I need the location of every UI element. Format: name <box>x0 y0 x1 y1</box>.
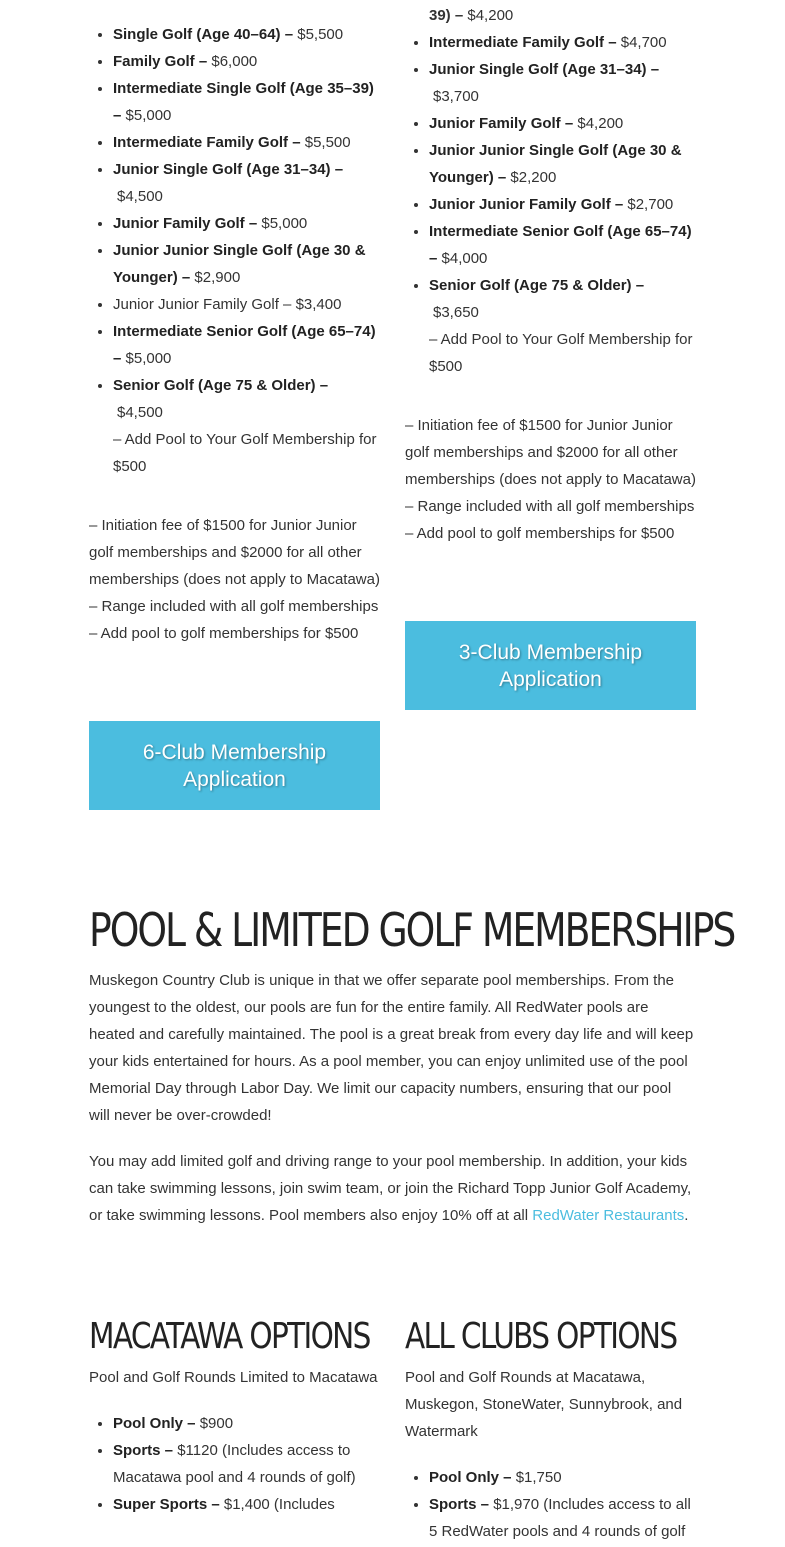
range-note: – Range included with all golf memberships <box>405 498 695 515</box>
list-item: • Sports – $1,970 (Includes access to all 5 RedWater pools and 4 rounds of golf <box>429 1491 697 1545</box>
list-item: • Junior Family Golf – $5,000 <box>113 210 381 237</box>
add-pool-note: – Add pool to golf memberships for $500 <box>89 625 359 642</box>
list-item: • Pool Only – $900 <box>113 1410 381 1437</box>
six-club-column <box>89 21 381 480</box>
six-club-application-button[interactable]: 6-Club Membership Application <box>89 721 380 810</box>
list-item: • Junior Family Golf – $4,200 <box>429 110 697 137</box>
redwater-restaurants-link[interactable]: RedWater Restaurants <box>532 1207 685 1224</box>
list-item: • Senior Golf (Age 75 & Older) – $3,650 – Add Pool to Your Golf Membership for $500 <box>429 272 697 380</box>
six-club-notes <box>89 512 381 647</box>
list-item: • Family Golf – $6,000 <box>113 48 381 75</box>
macatawa-title: MACATAWA OPTIONS <box>89 1316 370 1357</box>
list-item: • Intermediate Family Golf – $5,500 <box>113 129 381 156</box>
list-item: • Intermediate Senior Golf (Age 65–74) – $4,000 <box>429 218 697 272</box>
list-item: • Intermediate Senior Golf (Age 65–74) – $5,000 <box>113 318 381 372</box>
add-pool-note: – Add Pool to Your Golf Membership for $500 <box>113 431 377 475</box>
initiation-fee-note: – Initiation fee of $1500 for Junior Junior golf memberships and $2000 for all other memberships (does not apply to Macatawa) <box>405 417 696 488</box>
all-clubs-price-list <box>405 1464 697 1545</box>
list-item: • Pool Only – $1,750 <box>429 1464 697 1491</box>
add-pool-note: – Add Pool to Your Golf Membership for $500 <box>429 331 693 375</box>
list-item: • Intermediate Family Golf – $4,700 <box>429 29 697 56</box>
initiation-fee-note: – Initiation fee of $1500 for Junior Junior golf memberships and $2000 for all other memberships (does not apply to Macatawa) <box>89 517 380 588</box>
list-item: • Junior Junior Single Golf (Age 30 & Younger) – $2,200 <box>429 137 697 191</box>
list-item: • Sports – $1120 (Includes access to Macatawa pool and 4 rounds of golf) <box>113 1437 381 1491</box>
three-club-column <box>405 2 697 380</box>
all-clubs-options <box>405 1316 697 1545</box>
three-club-price-list <box>405 29 697 380</box>
macatawa-options <box>89 1316 381 1518</box>
six-club-price-list <box>89 21 381 480</box>
macatawa-subtitle: Pool and Golf Rounds Limited to Macatawa <box>89 1369 378 1386</box>
range-note: – Range included with all golf memberships <box>89 598 379 615</box>
list-item: • Junior Single Golf (Age 31–34) – $3,700 <box>429 56 697 110</box>
list-item: • Junior Junior Family Golf – $3,400 <box>113 291 381 318</box>
all-clubs-title: ALL CLUBS OPTIONS <box>405 1316 677 1357</box>
list-item: • Intermediate Single Golf (Age 35–39) – $5,000 <box>113 75 381 129</box>
list-item: • Senior Golf (Age 75 & Older) – $4,500 – Add Pool to Your Golf Membership for $500 <box>113 372 381 480</box>
all-clubs-subtitle: Pool and Golf Rounds at Macatawa, Muskegon, StoneWater, Sunnybrook, and Watermark <box>405 1369 683 1440</box>
three-club-notes <box>405 412 697 547</box>
pool-section-title: POOL & LIMITED GOLF MEMBERSHIPS <box>89 903 735 957</box>
list-item: • Super Sports – $1,400 (Includes <box>113 1491 381 1518</box>
list-item: • Junior Junior Single Golf (Age 30 & Younger) – $2,900 <box>113 237 381 291</box>
pool-extras-paragraph: You may add limited golf and driving range to your pool membership. In addition, your kids can take swimming lessons, join swim team, or join the Richard Topp Junior Golf Academy, or take swimming lessons. Pool members also enjoy 10% off at all RedWater Restaurants. <box>89 1153 692 1224</box>
add-pool-note: – Add pool to golf memberships for $500 <box>405 525 675 542</box>
list-item: • Junior Junior Family Golf – $2,700 <box>429 191 697 218</box>
macatawa-price-list <box>89 1410 381 1518</box>
pool-intro-paragraph: Muskegon Country Club is unique in that we offer separate pool memberships. From the youngest to the oldest, our pools are fun for the entire family. All RedWater pools are heated and carefully maintained. The pool is a great break from every day life and will keep your kids entertained for hours. As a pool member, you can enjoy unlimited use of the pool Memorial Day through Labor Day. We limit our capacity numbers, ensuring that our pool will never be over-crowded! <box>89 972 694 1124</box>
list-item: • Single Golf (Age 40–64) – $5,500 <box>113 21 381 48</box>
list-item-partial: 39) – $4,200 <box>429 7 514 24</box>
three-club-application-button[interactable]: 3-Club Membership Application <box>405 621 696 710</box>
list-item: • Junior Single Golf (Age 31–34) – $4,500 <box>113 156 381 210</box>
